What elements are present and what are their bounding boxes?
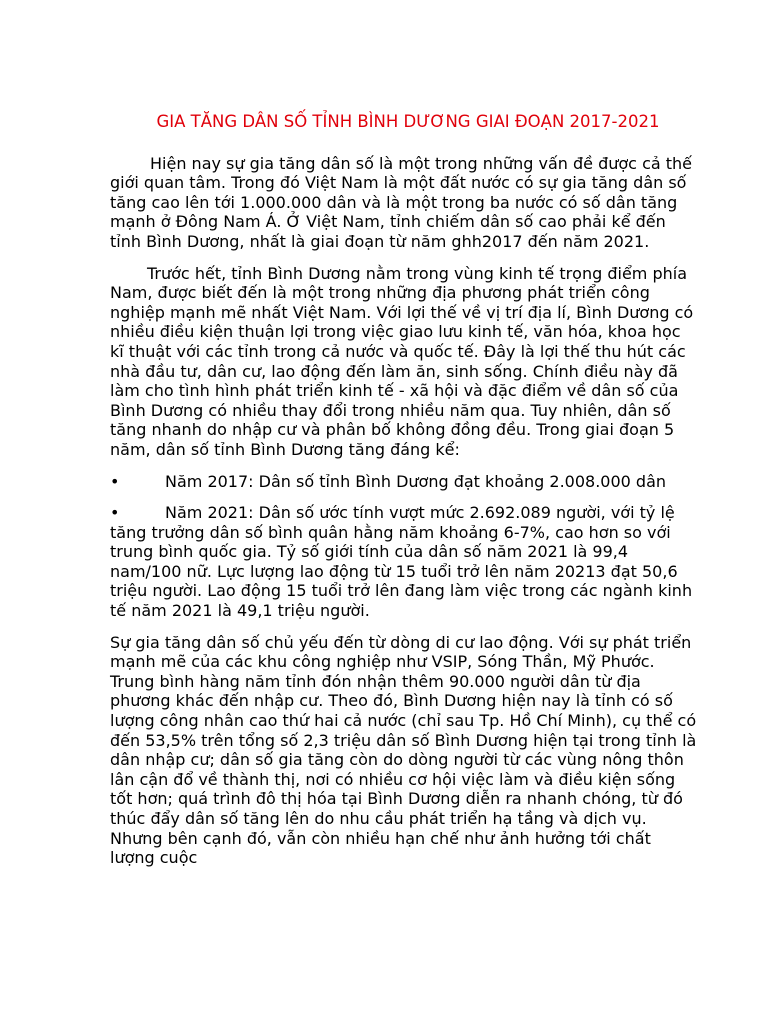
paragraph-intro: Hiện nay sự gia tăng dân số là một trong những vấn đề được cả thế giới quan tâm. Trong đó Việt Nam là một đất nước có sự gia tăng dân số tăng cao lên tới 1.000.000 dân và là một trong ba nước có số dân tăng mạnh ở Đông Nam Á. Ở Việt Nam, tỉnh chiếm dân số cao phải kể đến tỉnh Bình Dương, nhất là giai đoạn từ năm ghh2017 đến năm 2021.	[110, 153, 693, 251]
bullet-text-2021: Năm 2021: Dân số ước tính vượt mức 2.692.089 người, với tỷ lệ tăng trưởng dân số bình quân hằng năm khoảng 6-7%, cao hơn so với trung bình quốc gia. Tỷ số giới tính của dân số năm 2021 là 99,4 nam/100 nữ. Lực lượng lao động từ 15 tuổi trở lên năm 20213 đạt 50,6 triệu người. Lao động 15 tuổi trở lên đang làm việc trong các ngành kinh tế năm 2021 là 49,1 triệu người.	[110, 503, 693, 621]
paragraph-context: Trước hết, tỉnh Bình Dương nằm trong vùng kinh tế trọng điểm phía Nam, được biết đến là một trong những địa phương phát triển công nghiệp mạnh mẽ nhất Việt Nam. Với lợi thế về vị trí địa lí, Bình Dương có nhiều điều kiện thuận lợi trong việc giao lưu kinh tế, văn hóa, khoa học kĩ thuật với các tỉnh trong cả nước và quốc tế. Đây là lợi thế thu hút các nhà đầu tư, dân cư, lao động đến làm ăn, sinh sống. Chính điều này đã làm cho tình hình phát triển kinh tế - xã hội và đặc điểm về dân số của Bình Dương có nhiều thay đổi trong nhiều năm qua. Tuy nhiên, dân số tăng nhanh do nhập cư và phân bố không đồng đều. Trong giai đoạn 5 năm, dân số tỉnh Bình Dương tăng đáng kể:	[110, 263, 694, 459]
paragraph-migration: Sự gia tăng dân số chủ yếu đến từ dòng di cư lao động. Với sự phát triển mạnh mẽ của các khu công nghiệp như VSIP, Sóng Thần, Mỹ Phước. Trung bình hàng năm tỉnh đón nhận thêm 90.000 người dân từ địa phương khác đến nhập cư. Theo đó, Bình Dương hiện nay là tỉnh có số lượng công nhân cao thứ hai cả nước (chỉ sau Tp. Hồ Chí Minh), cụ thể có đến 53,5% trên tổng số 2,3 triệu dân số Bình Dương hiện tại trong tỉnh là dân nhập cư; dân số gia tăng còn do dòng người từ các vùng nông thôn lân cận đổ về thành thị, nơi có nhiều cơ hội việc làm và điều kiện sống tốt hơn; quá trình đô thị hóa tại Bình Dương diễn ra nhanh chóng, từ đó thúc đẩy dân số tăng lên do nhu cầu phát triển hạ tầng và dịch vụ. Nhưng bên cạnh đó, vẫn còn nhiều hạn chế như ảnh hưởng tới chất lượng cuộc	[110, 632, 697, 868]
document-title: GIA TĂNG DÂN SỐ TỈNH BÌNH DƯƠNG GIAI ĐOẠN 2017-2021	[156, 112, 660, 131]
bullet-text-2017: Năm 2017: Dân số tỉnh Bình Dương đạt khoảng 2.008.000 dân	[165, 471, 667, 491]
bullet-marker: •	[110, 471, 120, 491]
bullet-item-2021	[110, 503, 698, 621]
bullet-marker: •	[110, 503, 120, 523]
bullet-item-2017	[110, 472, 698, 492]
